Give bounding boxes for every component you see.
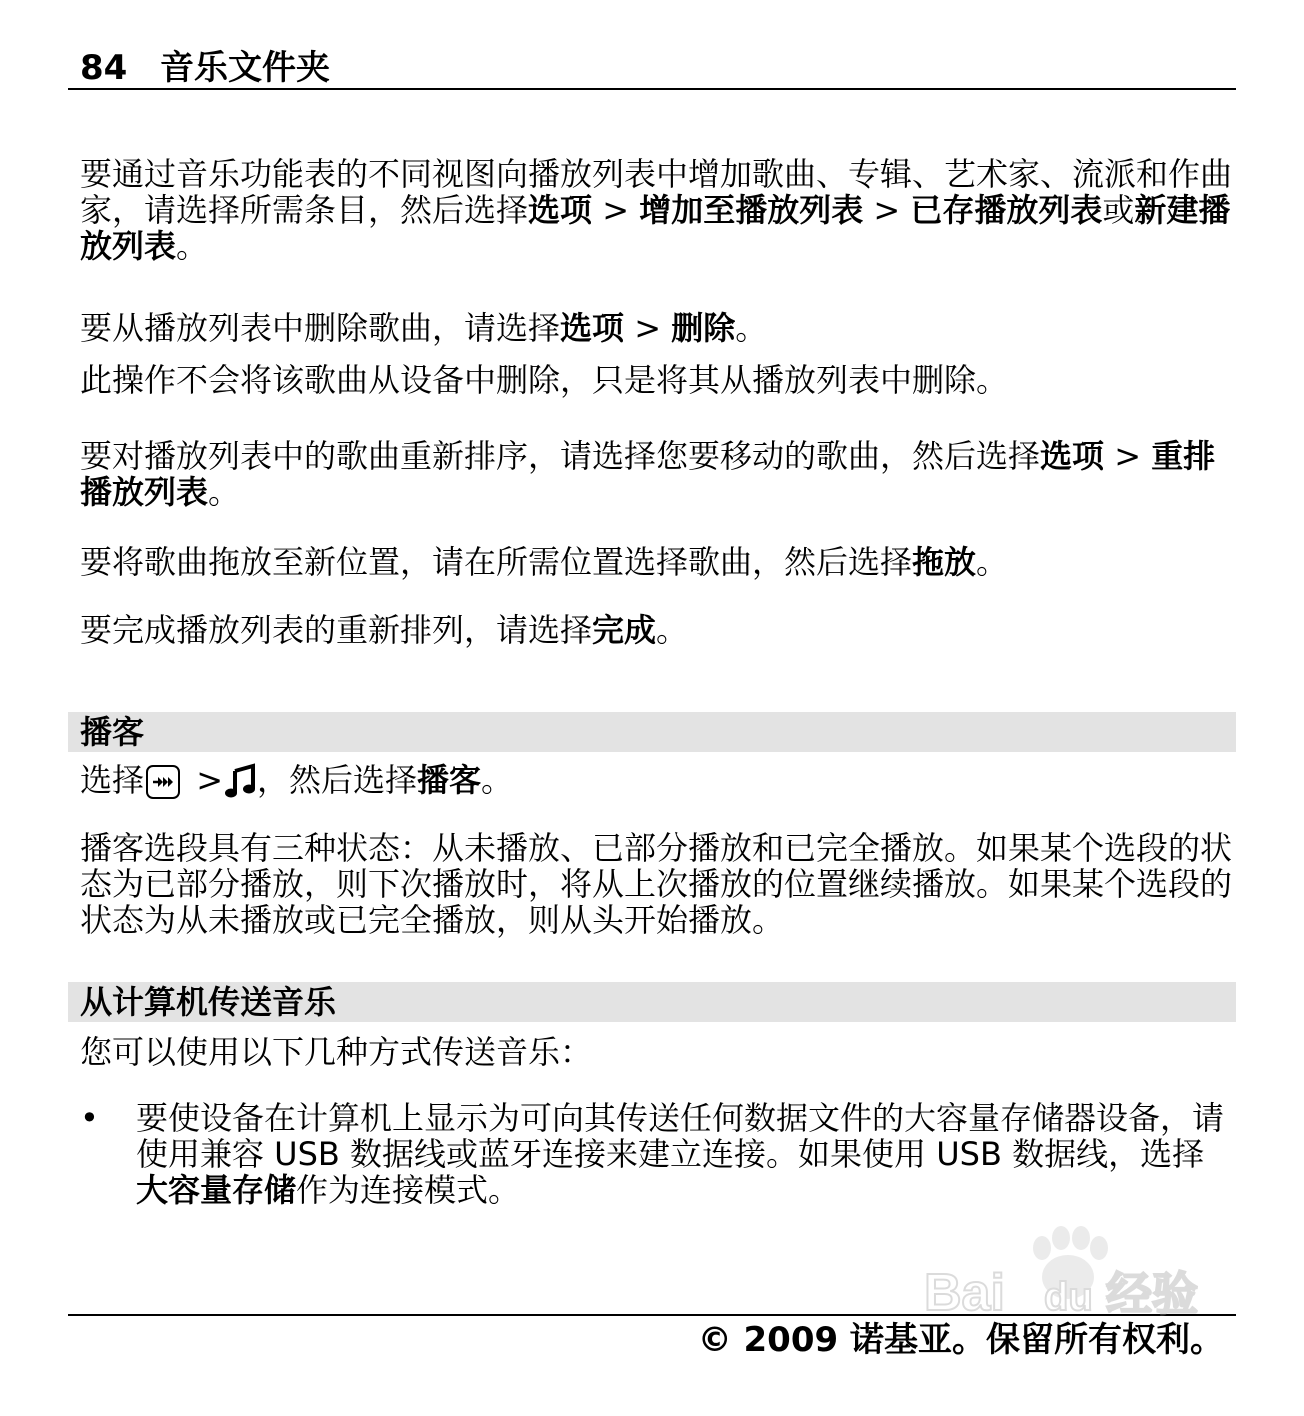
menu-term-saved-playlists: 已存播放列表 <box>910 191 1103 229</box>
text: 要将歌曲拖放至新位置，请在所需位置选择歌曲，然后选择 <box>80 543 913 581</box>
separator: > <box>624 309 672 347</box>
menu-term-options: 选项 <box>1040 437 1105 475</box>
text: 。 <box>656 611 689 649</box>
text: 要对播放列表中的歌曲重新排序，请选择您要移动的歌曲，然后选择 <box>80 437 1041 475</box>
text: 要从播放列表中删除歌曲，请选择 <box>80 309 561 347</box>
copyright-notice: © 2009 诺基亚。保留所有权利。 <box>697 1320 1224 1360</box>
menu-term-podcasts: 播客 <box>417 761 482 799</box>
section-header-podcasts <box>68 712 1236 752</box>
chapter-title: 音乐文件夹 <box>160 48 330 88</box>
text: 或 <box>1102 191 1135 229</box>
paragraph-remove-note <box>80 362 1240 398</box>
text: 。 <box>735 309 768 347</box>
separator: > <box>592 191 640 229</box>
text: 。 <box>176 227 209 265</box>
text: 。 <box>976 543 1009 581</box>
baidu-jingyan-watermark <box>918 1222 1218 1332</box>
menu-term-new-playlist: 新建播放列表 <box>80 191 1231 265</box>
menu-term-reorder-playlist: 重排播放列表 <box>80 437 1216 511</box>
svg-text:经验: 经验 <box>1106 1267 1198 1321</box>
menu-term-mass-storage: 大容量存储 <box>136 1171 297 1209</box>
separator: > <box>1104 437 1152 475</box>
text: 要通过音乐功能表的不同视图向播放列表中增加歌曲、专辑、艺术家、流派和作曲家，请选择所需条目，然后选择 <box>80 155 1233 229</box>
paragraph-add-to-playlist <box>80 156 1240 264</box>
list-item-usb-transfer <box>136 1100 1236 1208</box>
menu-term-options: 选项 <box>560 309 625 347</box>
paragraph-drag-drop <box>80 544 1240 580</box>
separator: > <box>863 191 911 229</box>
menu-term-done: 完成 <box>592 611 657 649</box>
text: 作为连接模式。 <box>296 1171 521 1209</box>
paragraph-transfer-intro <box>80 1034 1240 1070</box>
text: 此操作不会将该歌曲从设备中删除，只是将其从播放列表中删除。 <box>80 361 1009 399</box>
paragraph-finish-reorder <box>80 612 1240 648</box>
text: 要完成播放列表的重新排列，请选择 <box>80 611 593 649</box>
paragraph-podcast-select <box>80 762 1240 799</box>
menu-term-options: 选项 <box>528 191 593 229</box>
text: 。 <box>208 473 241 511</box>
section-header-transfer-music <box>68 982 1236 1022</box>
text: 。 <box>481 761 514 799</box>
text: 播客选段具有三种状态：从未播放、已部分播放和已完全播放。如果某个选段的状态为已部分播放，则下次播放时，将从上次播放的位置继续播放。如果某个选段的状态为从未播放或已完全播放，则从头开始播放。 <box>80 829 1233 939</box>
text: 您可以使用以下几种方式传送音乐： <box>80 1033 593 1071</box>
text: 要使设备在计算机上显示为可向其传送任何数据文件的大容量存储器设备，请使用兼容 USB 数据线或蓝牙连接来建立连接。如果使用 USB 数据线，选择 <box>136 1099 1225 1173</box>
menu-term-drop: 拖放 <box>912 543 977 581</box>
page-header <box>80 44 330 92</box>
music-note-icon <box>223 763 257 799</box>
paragraph-remove-song <box>80 310 1240 346</box>
text: 选择 <box>80 761 145 799</box>
bullet-mark: • <box>80 1099 99 1137</box>
menu-term-add-to-playlist: 增加至播放列表 <box>639 191 864 229</box>
svg-text:Bai: Bai <box>924 1264 1005 1322</box>
text: ，然后选择 <box>257 761 418 799</box>
svg-text:du: du <box>1044 1275 1093 1319</box>
paragraph-reorder <box>80 438 1240 510</box>
paragraph-podcast-states <box>80 830 1240 938</box>
header-rule <box>68 88 1236 90</box>
section-title: 播客 <box>80 713 145 751</box>
section-title: 从计算机传送音乐 <box>80 983 337 1021</box>
page-number: 84 <box>80 48 128 88</box>
separator: > <box>186 761 223 799</box>
arrow-box-icon <box>146 765 180 799</box>
menu-term-remove: 删除 <box>671 309 736 347</box>
